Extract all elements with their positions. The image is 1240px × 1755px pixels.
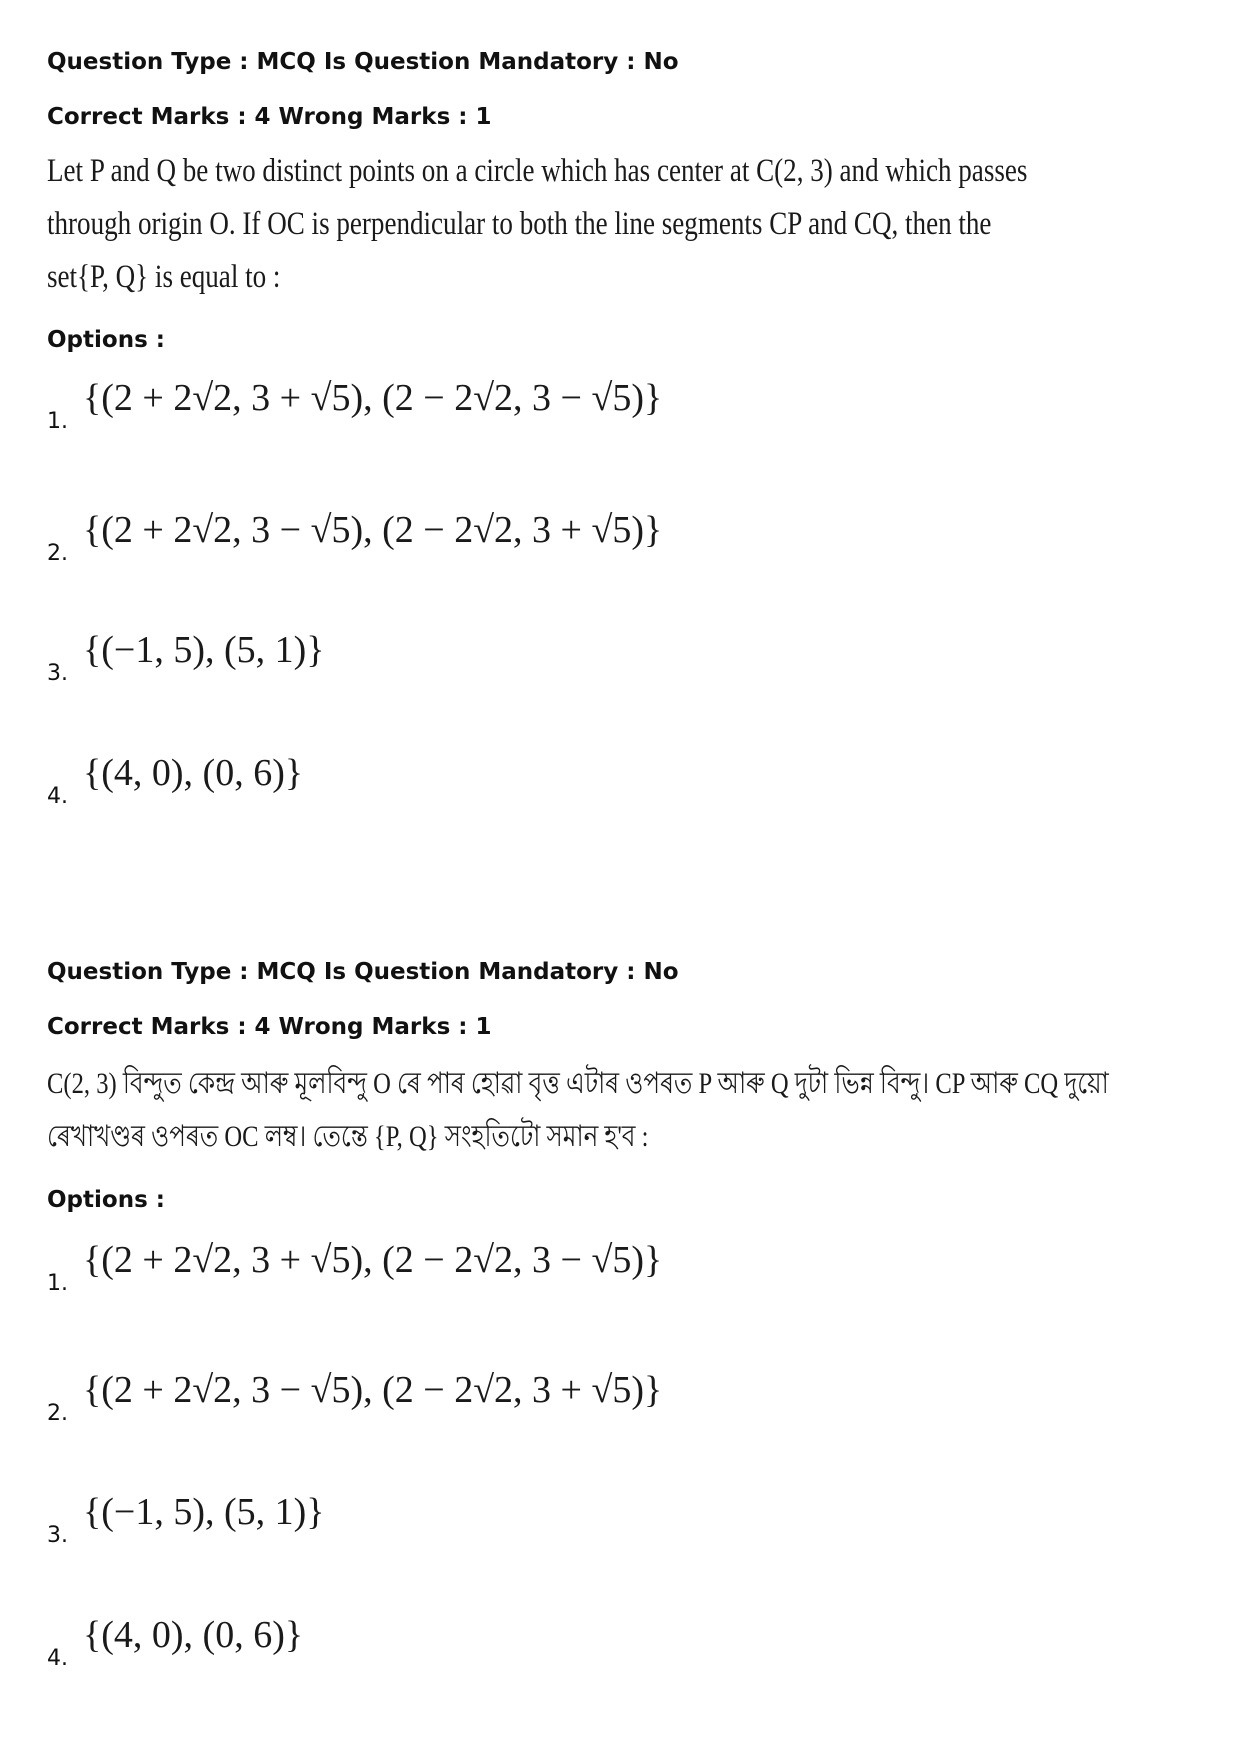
marks-line: Correct Marks : 4 Wrong Marks : 1 (47, 1014, 492, 1040)
option-number: 1. (47, 409, 68, 434)
option-expression: {(2 + 2√2, 3 + √5), (2 − 2√2, 3 − √5)} (83, 1239, 663, 1281)
option-expression: {(2 + 2√2, 3 − √5), (2 − 2√2, 3 + √5)} (83, 1369, 663, 1411)
marks-line: Correct Marks : 4 Wrong Marks : 1 (47, 104, 492, 130)
question-type-line: Question Type : MCQ Is Question Mandatory : No (47, 49, 679, 75)
question-text-line: C(2, 3) বিন্দুত কেন্দ্ৰ আৰু মূলবিন্দু O ৰে পাৰ হোৱা বৃত্ত এটাৰ ওপৰত P আৰু Q দুটা ভিন্ন বিন্দু। CP আৰু CQ দুয়ো (47, 1067, 1109, 1100)
question-type-line: Question Type : MCQ Is Question Mandatory : No (47, 959, 679, 985)
option-item[interactable] (47, 370, 947, 440)
options-label: Options : (47, 1187, 165, 1213)
question-text-line: set{P, Q} is equal to : (47, 259, 281, 295)
option-number: 4. (47, 784, 68, 809)
question-text-line: ৰেখাখণ্ডৰ ওপৰত OC লম্ব। তেন্তে {P, Q} সংহতিটো সমান হ'ব : (47, 1120, 649, 1153)
option-item[interactable] (47, 1607, 947, 1677)
option-number: 4. (47, 1646, 68, 1671)
option-item[interactable] (47, 1232, 947, 1302)
option-expression: {(−1, 5), (5, 1)} (83, 1491, 325, 1533)
option-item[interactable] (47, 502, 947, 572)
question-text-line: Let P and Q be two distinct points on a circle which has center at C(2, 3) and which passes (47, 153, 1028, 189)
question-text (47, 145, 1028, 304)
option-expression: {(2 + 2√2, 3 − √5), (2 − 2√2, 3 + √5)} (83, 509, 663, 551)
options-label: Options : (47, 327, 165, 353)
option-item[interactable] (47, 1484, 947, 1554)
option-item[interactable] (47, 1362, 947, 1432)
option-number: 2. (47, 1401, 68, 1426)
option-number: 3. (47, 1523, 68, 1548)
option-item[interactable] (47, 622, 947, 692)
question-text (47, 1057, 1109, 1163)
option-expression: {(4, 0), (0, 6)} (83, 752, 304, 794)
option-expression: {(4, 0), (0, 6)} (83, 1614, 304, 1656)
question-text-line: through origin O. If OC is perpendicular to both the line segments CP and CQ, then the (47, 206, 992, 242)
option-number: 2. (47, 541, 68, 566)
option-expression: {(−1, 5), (5, 1)} (83, 629, 325, 671)
option-expression: {(2 + 2√2, 3 + √5), (2 − 2√2, 3 − √5)} (83, 377, 663, 419)
option-number: 3. (47, 661, 68, 686)
option-item[interactable] (47, 745, 947, 815)
option-number: 1. (47, 1271, 68, 1296)
